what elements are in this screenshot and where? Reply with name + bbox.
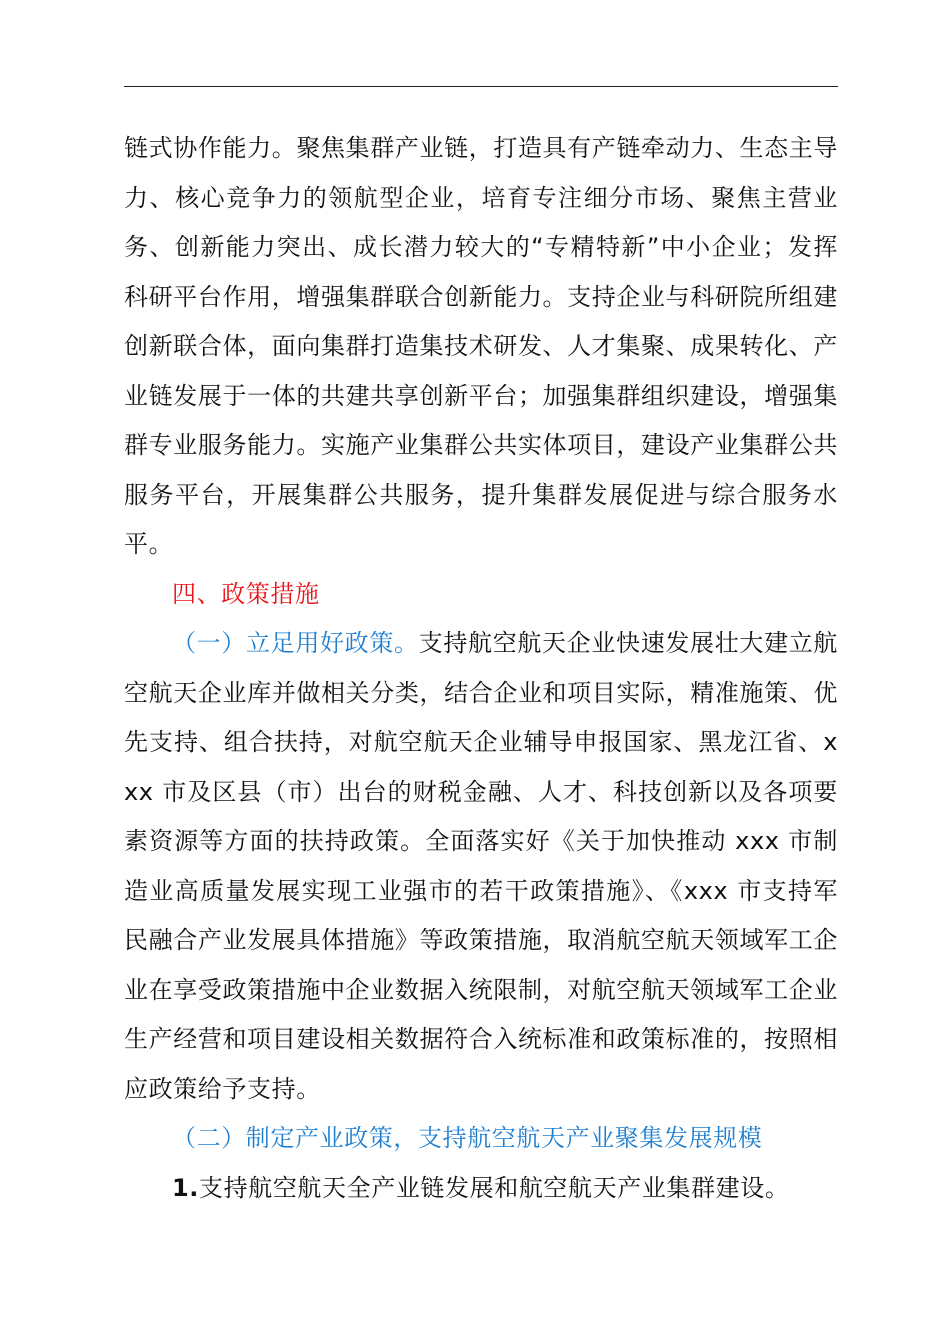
list-item — [124, 1164, 838, 1214]
document-body — [124, 124, 838, 1213]
list-item-text: 支持航空航天全产业链发展和航空航天产业集群建设。 — [199, 1173, 790, 1202]
list-item-number: 1. — [172, 1173, 200, 1202]
body-paragraph: 链式协作能力。聚焦集群产业链，打造具有产链牵动力、生态主导力、核心竞争力的领航型企业，培育专注细分市场、聚焦主营业务、创新能力突出、成长潜力较大的“专精特新”中小企业；发挥科研平台作用，增强集群联合创新能力。支持企业与科研院所组建创新联合体，面向集群打造集技术研发、人才集聚、成果转化、产业链发展于一体的共建共享创新平台；加强集群组织建设，增强集群专业服务能力。实施产业集群公共实体项目，建设产业集群公共服务平台，开展集群公共服务，提升集群发展促进与综合服务水平。 — [124, 134, 838, 558]
subsection-heading: （一）立足用好政策。 — [172, 629, 419, 657]
section-heading: 四、政策措施 — [172, 579, 320, 608]
header-rule — [124, 86, 838, 87]
subsection-body: 支持航空航天企业快速发展壮大建立航空航天企业库并做相关分类，结合企业和项目实际，精准施策、优先支持、组合扶持，对航空航天企业辅导申报国家、黑龙江省、xxx 市及区县（市）出台的财税金融、人才、科技创新以及各项要素资源等方面的扶持政策。全面落实好《关于加快推动 xxx 市制造业高质量发展实现工业强市的若干政策措施》、《xxx 市支持军民融合产业发展具体措施》等政策措施，取消航空航天领域军工企业在享受政策措施中企业数据入统限制，对航空航天领域军工企业生产经营和项目建设相关数据符合入统标准和政策标准的，按照相应政策给予支持。 — [124, 629, 839, 1103]
subsection-heading: （二）制定产业政策，支持航空航天产业聚集发展规模 — [172, 1124, 763, 1152]
subsection-paragraph — [124, 619, 838, 1114]
